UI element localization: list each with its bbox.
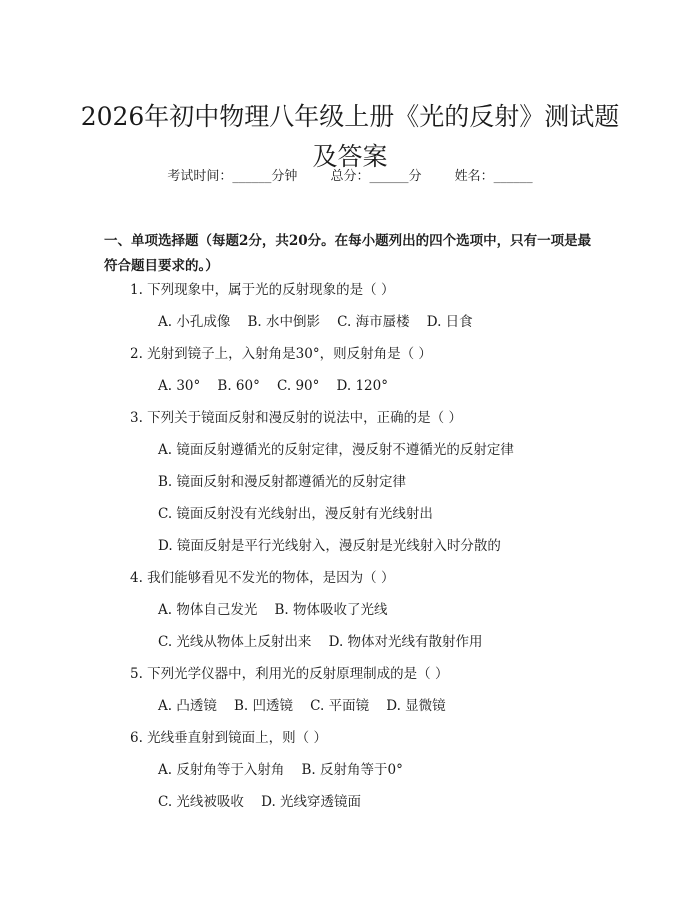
question-option: B. 镜面反射和漫反射都遵循光的反射定律 [158,474,407,490]
section-heading: 一、单项选择题（每题2分，共20分。在每小题列出的四个选项中，只有一项是最符合题目要求的。） [104,233,592,274]
page-title: 2026年初中物理八年级上册《光的反射》测试题及答案 [80,101,620,171]
question-options: A. 反射角等于入射角 B. 反射角等于0° [158,762,403,778]
student-name-field: 姓名：______ [454,169,533,184]
question-options: A. 物体自己发光 B. 物体吸收了光线 [158,602,388,618]
question-options: A. 小孔成像 B. 水中倒影 C. 海市蜃楼 D. 日食 [158,314,473,330]
question-options: A. 凸透镜 B. 凹透镜 C. 平面镜 D. 显微镜 [158,698,446,714]
question-option: D. 镜面反射是平行光线射入，漫反射是光线射入时分散的 [158,538,501,554]
exam-time-field: 考试时间：______分钟 [167,169,298,184]
question-options: C. 光线被吸收 D. 光线穿透镜面 [158,794,362,810]
question-stem: 3. 下列关于镜面反射和漫反射的说法中，正确的是（ ） [130,410,462,426]
question-option: C. 镜面反射没有光线射出，漫反射有光线射出 [158,506,433,522]
question-stem: 6. 光线垂直射到镜面上，则（ ） [130,730,327,746]
question-stem: 2. 光射到镜子上，入射角是30°，则反射角是（ ） [130,346,432,362]
total-score-field: 总分：______分 [330,169,422,184]
exam-info-line [0,167,700,187]
question-option: A. 镜面反射遵循光的反射定律，漫反射不遵循光的反射定律 [158,442,514,458]
question-stem: 4. 我们能够看见不发光的物体，是因为（ ） [130,570,395,586]
question-options: A. 30° B. 60° C. 90° D. 120° [158,378,388,394]
question-stem: 1. 下列现象中，属于光的反射现象的是（ ） [130,282,395,298]
question-options: C. 光线从物体上反射出来 D. 物体对光线有散射作用 [158,634,483,650]
question-stem: 5. 下列光学仪器中，利用光的反射原理制成的是（ ） [130,666,449,682]
